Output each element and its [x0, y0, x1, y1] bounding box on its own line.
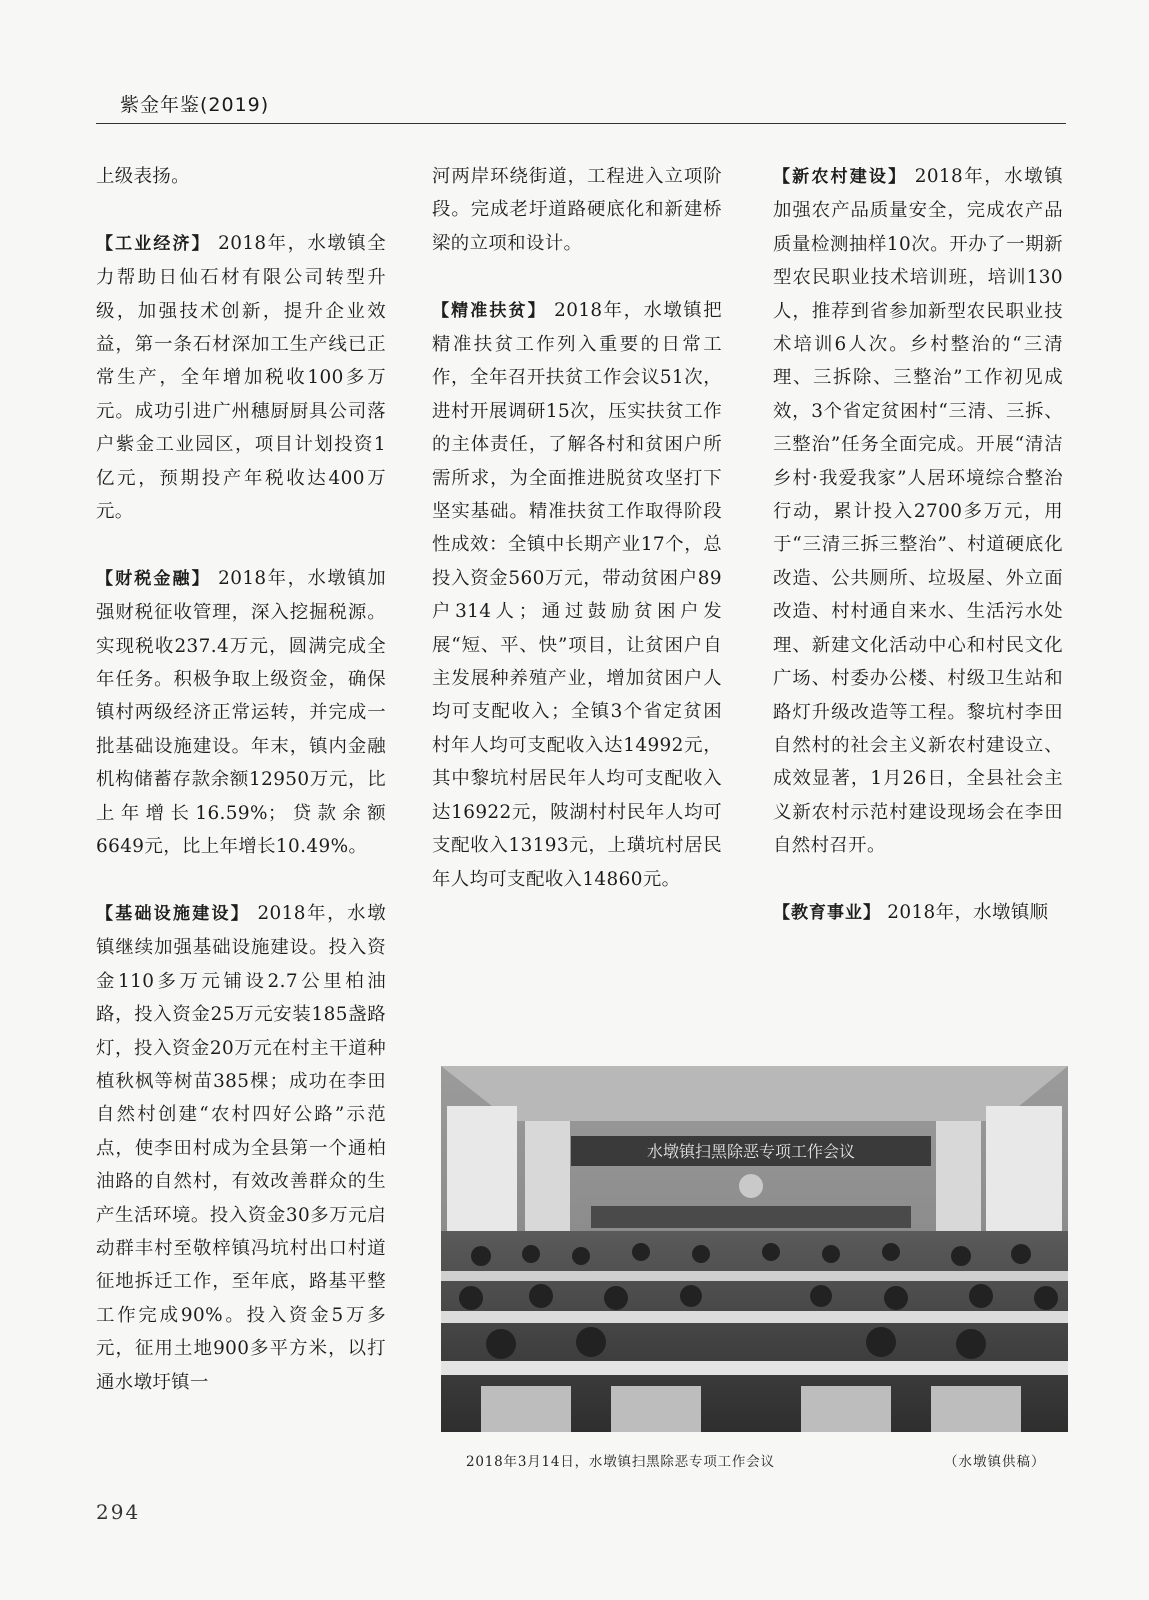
paragraph-infrastructure	[96, 897, 386, 1399]
paragraph-industrial-economy	[96, 227, 386, 529]
paragraph-new-countryside	[773, 160, 1063, 863]
header-rule	[96, 123, 1066, 124]
section-heading: 【基础设施建设】	[96, 903, 250, 924]
text-column-3	[773, 160, 1063, 964]
photo-credit: （水墩镇供稿）	[944, 1454, 1046, 1470]
paragraph-text: 2018年，水墩镇把精准扶贫工作列入重要的日常工作，全年召开扶贫工作会议51次，进村开展调研15次，压实扶贫工作的主体责任，了解各村和贫困户所需所求，为全面推进脱贫攻坚打下坚实基础。精准扶贫工作取得阶段性成效：全镇中长期产业17个，总投入资金560万元，带动贫困户89户314人；通过鼓励贫困户发展“短、平、快”项目，让贫困户自主发展种养殖产业，增加贫困户人均可支配收入；全镇3个省定贫困村年人均可支配收入达14992元，其中黎坑村居民年人均可支配收入达16922元，陂湖村村民年人均可支配收入13193元，上璜坑村居民年人均可支配收入14860元。	[432, 299, 723, 890]
meeting-photo	[441, 1066, 1068, 1432]
text-column-2	[432, 160, 722, 929]
paragraph-continued	[96, 160, 386, 193]
banner-text: 水墩镇扫黑除恶专项工作会议	[646, 1142, 856, 1161]
section-heading: 【精准扶贫】	[432, 300, 547, 321]
paragraph-education	[773, 896, 1063, 930]
paragraph-text: 2018年，水墩镇全力帮助日仙石材有限公司转型升级，加强技术创新，提升企业效益，第一条石材深加工生产线已正常生产，全年增加税收100多万元。成功引进广州穗厨厨具公司落户紫金工业园区，项目计划投资1亿元，预期投产年税收达400万元。	[96, 232, 387, 523]
paragraph-text: 2018年，水墩镇顺	[887, 901, 1049, 923]
paragraph-text: 河两岸环绕街道，工程进入立项阶段。完成老圩道路硬底化和新建桥梁的立项和设计。	[432, 166, 722, 254]
section-heading: 【财税金融】	[96, 568, 211, 589]
section-heading: 【新农村建设】	[773, 167, 908, 187]
running-title: 紫金年鉴(2019)	[120, 94, 270, 116]
text-column-1	[96, 160, 386, 1432]
paragraph-text: 2018年，水墩镇加强财税征收管理，深入挖掘税源。实现税收237.4万元，圆满完成全年任务。积极争取上级资金，确保镇村两级经济正常运转，并完成一批基础设施建设。年末，镇内金融机构储蓄存款余额12950万元，比上年增长16.59%；贷款余额6649元，比上年增长10.49%。	[96, 567, 387, 858]
section-heading: 【教育事业】	[773, 902, 881, 923]
paragraph-text: 上级表扬。	[96, 166, 190, 187]
paragraph-poverty-alleviation	[432, 294, 722, 896]
paragraph-text: 2018年，水墩镇继续加强基础设施建设。投入资金110多万元铺设2.7公里柏油路，投入资金25万元安装185盏路灯，投入资金20万元在村主干道种植秋枫等树苗385棵；成功在李田自然村创建“农村四好公路”示范点，使李田村成为全县第一个通柏油路的自然村，有效改善群众的生产生活环境。投入资金30多万元启动群丰村至敬梓镇冯坑村出口村道征地拆迁工作，至年底，路基平整工作完成90%。投入资金5万多元，征用土地900多平方米，以打通水墩圩镇一	[96, 902, 386, 1393]
paragraph-finance	[96, 562, 386, 864]
paragraph-text: 2018年，水墩镇加强农产品质量安全，完成农产品质量检测抽样10次。开办了一期新型农民职业技术培训班，培训130人，推荐到省参加新型农民职业技术培训6人次。乡村整治的“三清理、三拆除、三整治”工作初见成效，3个省定贫困村“三清、三拆、三整治”任务全面完成。开展“清洁乡村·我爱我家”人居环境综合整治行动，累计投入2700多万元，用于“三清三拆三整治”、村道硬底化改造、公共厕所、垃圾屋、外立面改造、村村通自来水、生活污水处理、新建文化活动中心和村民文化广场、村委办公楼、村级卫生站和路灯升级改造等工程。黎坑村李田自然村的社会主义新农村建设立、成效显著，1月26日，全县社会主义新农村示范村建设现场会在李田自然村召开。	[773, 166, 1064, 857]
photo-caption: 2018年3月14日，水墩镇扫黑除恶专项工作会议	[466, 1454, 775, 1470]
paragraph-continued	[432, 160, 722, 260]
section-heading: 【工业经济】	[96, 233, 211, 254]
page-number: 294	[96, 1500, 141, 1524]
